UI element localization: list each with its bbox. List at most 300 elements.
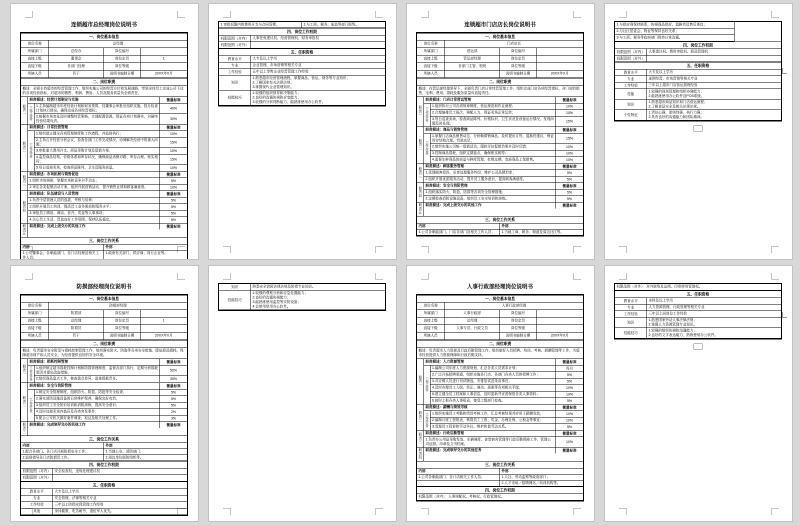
section-header: 四、岗位工作权限 (219, 28, 385, 36)
info-cell: 岗位名称 (417, 303, 445, 310)
form-sheet (416, 32, 584, 236)
duty-item-text: 4.及时处理卖场内盗窃及各类突发事件； (36, 410, 99, 414)
duty-item-row (424, 437, 583, 447)
qualification-value: 安全检查权、违规处理建议权 (54, 469, 100, 473)
duty-item-text: 4.监督生鲜商品的质量与鲜度管理，杜绝过期、变质商品上架销售。 (432, 158, 537, 162)
section-header: 三、岗位工作关系 (21, 237, 187, 245)
info-cell (141, 325, 187, 332)
duty-group-main (28, 383, 187, 422)
duty-item-rows (28, 178, 187, 191)
info-cell: 说明书编制日期 (500, 71, 537, 78)
info-cell (537, 56, 583, 63)
qualification-value: 安全管理、法律等相关专业 (54, 496, 97, 500)
duty-group-label: 职责二 (21, 125, 28, 172)
duty-weight: 5% (160, 198, 188, 204)
duty-description: 职责描述：日常经营管理 (29, 125, 68, 129)
qualification-row (21, 475, 187, 482)
info-cell: 所属部门 (417, 48, 445, 55)
info-cell: 总经理 (49, 318, 104, 325)
duty-weight: 10% (556, 157, 584, 163)
duty-item-text: 1.制定安全管理制度，组织防火、防盗、防抢等安全检查； (36, 390, 127, 394)
duty-item-row (35, 114, 188, 124)
page-content (11, 4, 198, 259)
page-1[interactable] (10, 3, 199, 260)
qualification-row (219, 291, 385, 311)
info-cell: 所属部门 (21, 48, 49, 55)
duty-item-text: 1.编制公司年度人力资源规划，汇总各类人员需求计划； (432, 366, 519, 370)
info-cell: 岗位定员 (500, 56, 537, 63)
relations-table (21, 244, 187, 260)
doc-title: 连锁超市门店店长岗位说明书 (464, 22, 536, 28)
qualification-label: 权限范围（对外） (21, 475, 53, 481)
duty-weight: 10% (160, 185, 188, 191)
section-header: 三、岗位工作关系 (417, 216, 583, 224)
qualification-table (219, 284, 385, 310)
page-5[interactable] (10, 265, 199, 522)
qualification-table (615, 49, 781, 62)
relations-table (21, 443, 187, 461)
duty-head-row (424, 203, 583, 209)
duty-item-rows (35, 366, 188, 383)
info-cell: 直接上级 (21, 56, 49, 63)
duty-standard-header: 衡量标准 (160, 383, 188, 389)
qualification-value: 三年以上超市门店营运管理经验 (648, 83, 698, 87)
relation-cell: 2.人才市场／招聘网站／培训机构等。 (501, 481, 561, 485)
duty-weight: 10% (556, 104, 584, 110)
qualification-label: 其他 (21, 508, 53, 514)
duty-group-label: 职责五 (21, 224, 28, 237)
info-row (21, 303, 187, 311)
form-sheet (614, 21, 782, 122)
info-cell: 说明书编制日期 (500, 333, 537, 340)
info-cell: 若干 (49, 333, 104, 340)
relation-header-cell: 内部 (417, 468, 500, 474)
duty-items (424, 190, 583, 203)
duty-description: 职责描述：人力资源管理 (425, 360, 464, 364)
qualification-label: 权限范围（对外） (219, 42, 251, 48)
duty-group-label: 职责四 (21, 191, 28, 223)
qualification-line: 2.具有良好的沟通能力和团队精神。 (648, 115, 704, 119)
info-cell: 岗位定员 (104, 318, 141, 325)
duty-item-text: 1.主持编制超市年度经营计划和财务预算，经董事会审批后组织实施，按月检查计划执行情况，确保完成各项经营指标； (36, 104, 158, 113)
duty-weight: 5% (160, 217, 188, 223)
qualification-label: 个性特征 (615, 110, 647, 120)
duty-description: 职责描述：安全与消防管理 (29, 384, 72, 388)
duty-description: 职责描述：薪酬与绩效考核 (425, 405, 468, 409)
duty-item-text: 2.合理编排员工班次，调配人力，保证卖场正常运转； (432, 111, 516, 115)
duty-item-rows (424, 170, 583, 183)
relation-header-cell: 外部 (105, 245, 113, 249)
info-row (21, 48, 187, 56)
qualification-label: 知识 (219, 284, 251, 290)
duty-item-rows (424, 190, 583, 203)
duty-weight: 50% (160, 366, 188, 376)
qualification-row (615, 89, 781, 100)
continued-rows (615, 22, 781, 42)
continued-row: 权限范围（对内）：人事调配权、考核权、行政管理权。 (417, 494, 583, 501)
qualification-label: 权限范围（对内） (219, 36, 251, 42)
duty-weight: 5% (556, 190, 584, 196)
info-cell (141, 310, 187, 317)
duty-group-label: 职责一 (21, 97, 28, 124)
duty-weight: 5% (160, 390, 188, 396)
doc-title: 防损部经理岗位说明书 (76, 284, 132, 290)
info-cell: 各部门主管、领班 (445, 63, 500, 70)
duty-item-text: 1.组织建立健全各项管理制度和工作流程，并监督执行； (36, 132, 123, 136)
duty-item-row (431, 117, 584, 127)
relation-header-cell: 内部 (21, 244, 104, 250)
page-content (605, 266, 792, 521)
qualification-line: 2.良好的沟通协调能力； (252, 296, 291, 300)
duty-items (424, 134, 583, 164)
duty-items (424, 170, 583, 183)
duty-weight: 5% (556, 398, 584, 404)
section-header: 二、岗位职责 (21, 78, 187, 86)
qualification-value: 五年以上零售企业经营管理工作经验 (252, 70, 309, 74)
info-cell: 岗位名称 (417, 41, 445, 48)
page-8[interactable] (604, 265, 793, 522)
page-6[interactable] (208, 265, 397, 522)
info-cell: 说明书编制日期 (104, 333, 141, 340)
duty-weight: 5% (160, 204, 188, 210)
duty-description: 职责描述：完成上级交办的其他工作 (425, 203, 482, 207)
duty-description: 职责描述：完成领导交办的其他工作 (29, 423, 86, 427)
duty-item-text: 1.掌握门店商品销售动态，分析畅滞销商品，及时提出订货、退换货建议，保证库存结构合理、货源充足； (432, 134, 554, 143)
duty-group-main (424, 127, 583, 163)
duty-group-main (424, 359, 583, 404)
info-cell (445, 333, 500, 340)
info-row (21, 318, 187, 326)
summary-text: 概述：负责超市人力资源及行政后勤管理工作，组织做好人员招聘、培训、考核、薪酬管理等工作，为超市经营提供人力资源保障和行政后勤支持。 (417, 348, 583, 360)
info-cell: 防损部 (49, 310, 104, 317)
info-cell: 直接上级 (417, 318, 445, 325)
duty-item-text: 1.组织实施员工考勤和绩效考核工作，汇总考核结果并应用于薪酬发放； (432, 412, 544, 416)
duty-weight: 2% (160, 409, 188, 415)
qualification-label: 工作经验 (219, 69, 251, 75)
info-cell: 直接下级 (417, 325, 445, 332)
duty-item-text: 1.受理顾客投诉，妥善处理服务纠纷，维护公司品牌形象； (425, 171, 516, 175)
duty-table (21, 359, 187, 435)
qualification-line: 2.能熟练使用办公软件及POS系统。 (648, 94, 705, 98)
duty-table (417, 359, 583, 461)
qualification-label: 知识 (615, 318, 647, 328)
duty-item-text: 2.组织实施公司统一促销活动，跟踪评估促销效果并及时反馈； (432, 145, 530, 149)
continued-row: 1.与供应商保持联系，协调商品供应、退换货及售后事宜； (615, 22, 734, 29)
duty-item-text: 2.组织开展员工培训，提高员工业务素质和服务水平； (29, 205, 113, 209)
duty-group-label: 职责二 (417, 405, 424, 431)
duty-weight: 5% (160, 211, 188, 217)
duty-description: 职责描述：队伍建设与人员管理 (29, 192, 79, 196)
qualification-value: 人力资源管理、行政管理等相关专业 (648, 305, 705, 309)
qualification-line: 2.良好的沟通协调和应变能力； (252, 96, 301, 100)
info-cell: 20XX年X月 (154, 334, 173, 338)
section-header: 二、岗位职责 (417, 78, 583, 86)
relation-cell: 2.监督指导各门店防损员工作。 (21, 455, 104, 461)
relation-header-cell: 外部 (501, 224, 509, 228)
qualification-label: 技能技巧 (615, 328, 647, 338)
duty-description: 职责描述：安全与消防管理 (425, 184, 468, 188)
duty-group (21, 359, 187, 383)
relation-row (417, 480, 583, 486)
qualification-table (615, 298, 781, 339)
duty-group (417, 431, 583, 448)
duty-table (21, 97, 187, 237)
duty-item-row (35, 366, 188, 377)
duty-item-row (431, 398, 584, 404)
relations-table (417, 223, 583, 235)
duty-group (21, 97, 187, 125)
duty-item-row (35, 104, 188, 115)
duty-head-row (28, 224, 187, 230)
form-sheet (218, 283, 386, 311)
summary-text: 概述：在营运部经理领导下，全面负责门店日常经营管理工作，组织完成门店各项经营指标，对门店的销售、毛利、费用、损耗及服务质量负直接责任。 (417, 86, 583, 98)
duty-group-main (424, 405, 583, 431)
qualification-value (647, 56, 781, 62)
qualification-value (53, 475, 187, 481)
duty-sub-label: 工作任务 (28, 104, 35, 125)
duty-standard-header: 衡量标准 (160, 359, 188, 365)
qualification-value: 人事任免建议权、经营管理权、财务审批权 (252, 36, 319, 40)
info-row (417, 56, 583, 64)
qualification-row (615, 100, 781, 111)
qualification-line: 1.较强的组织协调和沟通能力； (648, 329, 697, 333)
qualification-table (615, 70, 781, 121)
info-cell: 20XX年X月 (550, 72, 569, 76)
duty-item-text: 1.负责办公用品采购发放、车辆调度、食堂宿舍管理等行政后勤保障工作，管理公司证照、印章及文书档案。 (425, 438, 551, 446)
duty-weight: 15% (556, 117, 584, 127)
info-cell (537, 325, 583, 332)
relation-cell: 2.周边单位联防组织等。 (105, 455, 144, 460)
duty-item-text: 3.每日巡查卖场，检查商品陈列、价格标识、卫生状况及设备运行情况，发现问题及时处理。 (432, 117, 554, 126)
duty-group-label: 职责一 (21, 359, 28, 383)
duty-group (417, 448, 583, 461)
duty-item-text: 5.每日巡视卖场，检查商品陈列、卫生及服务质量。 (36, 166, 116, 170)
qualification-label: 教育水平 (21, 489, 53, 495)
continued-column (615, 22, 734, 42)
qualification-line: 3.较强的分析判断能力，能熟练使用办公软件。 (252, 100, 326, 104)
qualification-row (615, 110, 781, 121)
relation-cell: 1.公司各职能部门、各门店相关工作人员； (417, 474, 500, 480)
qualification-label: 技能技巧 (219, 91, 251, 106)
duty-group-main (424, 203, 583, 216)
duty-item-text: 4.关心员工生活，营造良好工作氛围，保持队伍稳定。 (29, 218, 113, 222)
duty-item-text: 2.定期检查消防设施设备，组织员工安全培训和演练。 (425, 197, 509, 201)
duty-standard-header: 衡量标准 (160, 125, 188, 131)
relations-table (417, 468, 583, 486)
info-cell: 1 (162, 319, 165, 323)
duty-weight: 5% (160, 403, 188, 409)
duty-sub-label: 工作任务 (424, 411, 431, 430)
info-cell (445, 71, 500, 78)
duty-weight: 每月 (556, 366, 584, 372)
info-cell: 岗位编号 (104, 48, 141, 55)
duty-items (424, 366, 583, 405)
info-cell: 所辖人员 (417, 333, 445, 340)
continued-row: 2.与社区居委会、物业等保持良好关系； (615, 29, 734, 36)
info-cell: 1 (162, 57, 165, 61)
qualification-line: 3.能熟练使用监控等安防设备； (252, 300, 301, 304)
relation-row (417, 229, 583, 235)
page-2[interactable] (208, 3, 397, 260)
duty-group-label: 职责四 (417, 183, 424, 202)
duty-items (28, 131, 187, 171)
duty-head-row (28, 422, 187, 428)
qualification-value: 本科及以上学历 (648, 299, 673, 303)
relation-cell: 1.人社、劳动监察等政府部门； (501, 475, 550, 479)
qualification-value (251, 76, 385, 91)
qualification-row (615, 328, 781, 339)
duty-group-main (28, 191, 187, 223)
doc-title: 人事行政部经理岗位说明书 (467, 284, 533, 290)
relation-row (219, 22, 385, 28)
duty-item-row (431, 157, 584, 163)
qualification-row (219, 91, 385, 106)
duty-group-main (28, 97, 187, 124)
duty-standard-header: 衡量标准 (556, 183, 584, 189)
info-cell: 岗位定员 (104, 56, 141, 63)
duty-weight: 10% (556, 144, 584, 150)
duty-item-text: 3.对应聘人员进行初试筛选，安排复试及录用事宜； (432, 379, 512, 383)
continued-column (417, 494, 583, 501)
duty-description: 职责描述：商品与销售管理 (425, 128, 468, 132)
duty-weight: 10% (160, 131, 188, 137)
page-4[interactable] (604, 3, 793, 260)
info-row (21, 325, 187, 333)
duty-group-main (28, 224, 187, 237)
qualification-label: 专业 (21, 495, 53, 501)
qualification-value (647, 100, 781, 110)
duty-weight: 5% (556, 177, 584, 183)
relation-cell: 1.与工商、税务、质监等部门联络。 (303, 23, 359, 27)
duty-group-label: 职责三 (21, 172, 28, 191)
duty-weight: 10% (160, 165, 188, 171)
duty-sub-label: 工作任务 (424, 134, 431, 164)
duty-description: 职责描述：损耗控制管理 (29, 360, 68, 364)
qualification-label: 权限范围（对外） (615, 56, 647, 62)
info-cell: 直接上级 (21, 318, 49, 325)
duty-standard-header: 衡量标准 (556, 164, 584, 170)
duty-description: 职责描述：行政后勤管理 (425, 431, 464, 435)
info-cell: 营运部 (445, 48, 500, 55)
section-header: 四、岗位工作权限 (417, 486, 583, 494)
duty-item-row (35, 155, 188, 166)
duty-description: 职责描述：市场拓展与销售促进 (29, 172, 79, 176)
duty-weight: 5% (556, 379, 584, 385)
duty-item-rows (431, 104, 584, 127)
duty-item-row (35, 376, 188, 382)
duty-group-label: 职责二 (417, 127, 424, 163)
duty-item-text: 6.按时上报各类人事报表，接受上级部门检查。 (432, 399, 505, 403)
duty-table (417, 97, 583, 216)
duty-group-label: 职责四 (417, 448, 424, 461)
qualification-line: 1.较强的现场管理和组织协调能力； (648, 90, 704, 94)
duty-sub-label: 工作任务 (424, 104, 431, 127)
qualification-label: 知识 (219, 76, 251, 91)
duty-item-text: 3.组织员工安全知识培训和消防演练，提高安全意识； (36, 403, 120, 407)
form-sheet (614, 283, 782, 340)
qualification-line: 1.较强的观察分析和应急处置能力； (252, 291, 308, 295)
duty-item-text: 4.监控商品结构、价格体系和库存状况，确保商品适销对路、库存合理、账实相符； (36, 155, 158, 164)
qualification-line: 1.熟悉超市商品知识和门店营运流程； (648, 100, 708, 104)
duty-weight: 5% (556, 170, 584, 176)
qualification-table (219, 56, 385, 106)
duty-group (21, 191, 187, 224)
duty-group-label: 职责二 (21, 383, 28, 422)
section-header: 一、岗位基本信息 (417, 33, 583, 41)
duty-weight: 15% (556, 134, 584, 144)
qualification-row (615, 56, 781, 63)
page-content (407, 4, 594, 259)
info-cell (537, 48, 583, 55)
info-row (21, 63, 187, 71)
qualification-value (647, 318, 781, 328)
page-7[interactable] (406, 265, 595, 522)
qualification-line: 1.熟悉超市经营管理流程，掌握商品、营运、财务等专业知识； (252, 76, 350, 80)
duty-description: 职责描述：完成上级交办的其他工作 (29, 224, 86, 228)
duty-item-rows (431, 134, 584, 164)
section-header: 三、岗位工作关系 (21, 435, 187, 443)
info-table (21, 303, 187, 341)
duty-items (28, 366, 187, 383)
duty-sub-label: 工作任务 (29, 366, 33, 382)
relation-row (21, 455, 187, 461)
qualification-label: 工作经验 (21, 502, 53, 508)
duty-item-rows (424, 437, 583, 447)
info-cell: 岗位编号 (500, 48, 537, 55)
info-cell: 总经办 (49, 48, 104, 55)
qualification-line: 2.了解国家有关法律法规； (252, 81, 294, 85)
section-header: 一、岗位基本信息 (21, 33, 187, 41)
duty-weight: 10% (160, 148, 188, 154)
qualification-label: 教育水平 (219, 56, 251, 62)
duty-item-text: 2.组织开展优质服务活动，提升员工服务意识，提高顾客满意度。 (425, 177, 527, 181)
form-sheet (20, 294, 188, 516)
mini-box (694, 126, 703, 132)
summary-text: 概述：全面主持超市的经营管理工作，组织实施公司的经营方针和发展战略，带领全体员工完成公司下达的各项经营指标，对超市的销售、利润、费用、人员及服务质量负全面责任。 (21, 86, 187, 98)
qualification-table (219, 36, 385, 49)
duty-standard-header: 衡量标准 (556, 405, 584, 411)
mini-box (694, 344, 703, 350)
form-sheet (20, 32, 188, 260)
qualification-line: 1.较强的组织领导和决策能力； (252, 91, 301, 95)
info-row (417, 303, 583, 311)
duty-weight: 3% (160, 416, 188, 422)
duty-group-main (424, 448, 583, 461)
info-row (417, 63, 583, 71)
duty-item-text: 1.组织制定超市损耗控制计划和防损管理制度，监督各部门执行，定期分析损耗原因并提出改进措施； (36, 366, 158, 375)
duty-items (424, 411, 583, 430)
info-cell: 所辖人员 (21, 333, 49, 340)
duty-item-row (28, 185, 187, 191)
info-cell: 岗位等级 (104, 325, 141, 332)
duty-group (21, 422, 187, 435)
page-3[interactable] (406, 3, 595, 260)
duty-item-rows (35, 104, 188, 125)
section-header: 二、岗位职责 (21, 340, 187, 348)
duty-group-main (424, 164, 583, 183)
qualification-row (21, 508, 187, 515)
duty-item-text: 3.审批重大费用开支、商品采购计划及促销方案； (36, 149, 113, 153)
duty-weight: 10% (556, 418, 584, 424)
info-cell: 岗位编号 (500, 310, 537, 317)
duty-standard-header: 衡量标准 (160, 97, 188, 103)
qualification-label: 权限范围（对内） (21, 468, 53, 474)
duty-description: 职责描述：顾客服务管理 (425, 164, 464, 168)
duty-weight: 5% (556, 372, 584, 378)
qualification-line: 3.掌握现代企业管理知识。 (252, 85, 294, 89)
info-cell: 20XX年X月 (550, 334, 569, 338)
info-cell: 防损部经理 (109, 304, 127, 308)
